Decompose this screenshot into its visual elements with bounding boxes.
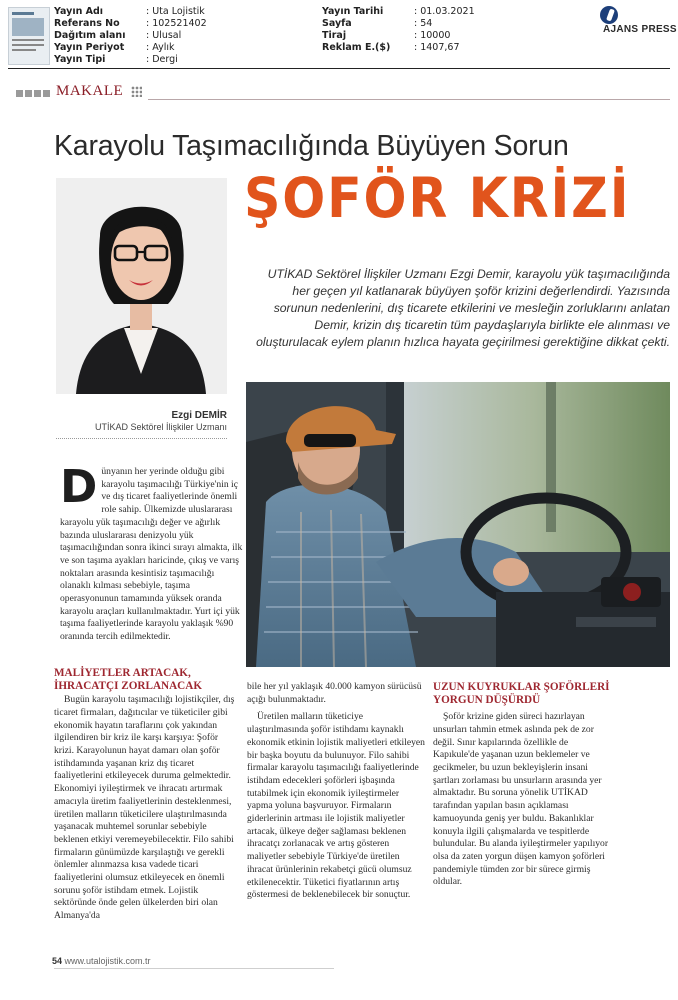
article-intro bbox=[60, 460, 244, 660]
footer-site: www.utalojistik.com.tr bbox=[64, 956, 151, 966]
meta-value: : Aylık bbox=[146, 42, 175, 53]
meta-value: : Ulusal bbox=[146, 30, 182, 41]
ajans-press-logo-text: AJANS PRESS bbox=[603, 24, 677, 35]
column-1 bbox=[54, 667, 240, 923]
author-role: UTİKAD Sektörel İlişkiler Uzmanı bbox=[94, 422, 227, 432]
meta-value: : 01.03.2021 bbox=[414, 6, 475, 17]
intro-text: ünyanın her yerinde olduğu gibi karayolu taşımacılığı Türkiye'nin iç ve dış ticaret faaliyetlerinde önemli role sahip. Ülkemizde uluslararası karayolu yük taşımacılığı değer ve ağırlık bazında uluslararası denizyolu yük taşımacılığından sonra ikinci sırayı almakta, ilk ve son taşıma ayakları haricinde, çıkış ve varış noktaları arasında kesintisiz taşımacılığı olanaklı kılması sebebiyle, taşıma operasyonunun tamamında yüksek oranda karayolu araçları kullanılmaktadır. Yurt içi yük taşıma faaliyetlerinde karayolu yaklaşık %90 oranında tercih edilmektedir. bbox=[60, 466, 243, 643]
dot-grid-icon bbox=[131, 86, 142, 97]
author-portrait-image bbox=[56, 178, 227, 394]
meta-value: : 1407,67 bbox=[414, 42, 460, 53]
section-square-icon bbox=[16, 90, 23, 97]
paragraph: bile her yıl yaklaşık 40.000 kamyon sürücüsü açığı bulunmaktadır. bbox=[247, 681, 422, 705]
article-title: ŞOFÖR KRİZİ bbox=[244, 166, 631, 230]
meta-value: : Dergi bbox=[146, 54, 178, 65]
meta-label: Sayfa bbox=[322, 18, 352, 29]
meta-label: Yayın Tipi bbox=[54, 54, 106, 65]
meta-label: Yayın Adı bbox=[54, 6, 104, 17]
section-square-icon bbox=[34, 90, 41, 97]
meta-label: Dağıtım alanı bbox=[54, 30, 126, 41]
column-3 bbox=[433, 681, 611, 889]
section-label: MAKALE bbox=[56, 83, 124, 99]
meta-value: : 10000 bbox=[414, 30, 451, 41]
meta-value: : Uta Lojistik bbox=[146, 6, 205, 17]
caption-divider bbox=[56, 438, 227, 441]
truck-driver-photo bbox=[246, 382, 670, 667]
author-name: Ezgi DEMİR bbox=[171, 410, 227, 421]
meta-label: Referans No bbox=[54, 18, 120, 29]
meta-right bbox=[322, 6, 572, 56]
footer-rule bbox=[54, 968, 334, 969]
ajans-press-logo-icon bbox=[600, 6, 618, 24]
subheading: UZUN KUYRUKLAR ŞOFÖRLERİ YORGUN DÜŞÜRDÜ bbox=[433, 681, 610, 706]
article-lead: UTİKAD Sektörel İlişkiler Uzmanı Ezgi Demir, karayolu yük taşımacılığında her geçen yıl katlanarak büyüyen şoför krizini değerlendirdi. Yazısında sorunun nedenlerini, dış ticarete etkilerini ve mesleğin zorluklarını anlatan Demir, krizin dış ticaretin tüm paydaşlarıyla birlikte ele alınması ve oluşturulacak eylem planın hızlıca hayata geçirilmesi gerektiğine dikkat çekti. bbox=[256, 267, 670, 349]
meta-label: Yayın Tarihi bbox=[322, 6, 384, 17]
section-rule bbox=[148, 99, 670, 100]
meta-label: Yayın Periyot bbox=[54, 42, 125, 53]
column-2 bbox=[247, 681, 425, 902]
dropcap: D bbox=[60, 460, 98, 513]
meta-label: Reklam E.($) bbox=[322, 42, 391, 53]
paragraph: Üretilen malların tüketiciye ulaştırılmasında şoför istihdamı kaynaklı ekonomik etkinin lojistik maliyetleri etkileyen bir başka boyutu da bulunuyor. Filo sahibi firmalar karayolu taşımacılığı faaliyetlerinde istihdam edecekleri şoförleri işbaşında tutabilmek için ekonomik iyileştirmeler yapma yoluna başvuruyor. Firmaların giderlerinin artması ile lojistik maliyetler artacak, ülkeye değer sağlaması beklenen ihracatçı zorlanacak ve artış gösteren maliyetler sebebiyle Türkiye'de üretilen ihracat ürünlerinin rekabetçi gücü olumsuz etkilenecektir. Tüketici fiyatlarının artış göstermesi de beklenebilecek bir sonuçtur. bbox=[247, 711, 425, 901]
page-number: 54 bbox=[52, 956, 63, 966]
page-footer bbox=[52, 956, 151, 966]
article-headline: Karayolu Taşımacılığında Büyüyen Sorun bbox=[54, 130, 569, 162]
meta-label: Tiraj bbox=[322, 30, 347, 41]
meta-left bbox=[54, 6, 304, 68]
section-square-icon bbox=[43, 90, 50, 97]
section-square-icon bbox=[25, 90, 32, 97]
paragraph: Şoför krizine giden süreci hazırlayan unsurları tahmin etmek aslında pek de zor değil. Sınır kapılarında özellikle de Kapıkule'de yaşanan uzun beklemeler ve gecikmeler, bu uzun bekleyişlerin insani şartları zorlaması bu unsurların arasında yer almaktadır. Bu soruna yönelik UTİKAD tarafından yapılan basın açıklaması kamuoyunda geniş yer buldu. Bakanlıklar konuyla ilgili çalışmalarda ve tespitlerde bulundular. Bu alanda iyileştirmeler yapılıyor olsa da zaten yorgun düşen kamyon şoförleri pandemiyle tümden zor bir sürece girmiş oldular. bbox=[433, 711, 609, 888]
subheading: MALİYETLER ARTACAK, İHRACATÇI ZORLANACAK bbox=[54, 667, 203, 692]
meta-value: : 54 bbox=[414, 18, 433, 29]
header-divider bbox=[8, 68, 670, 69]
paragraph: Bugün karayolu taşımacılığı lojistikçiler, dış ticaret firmaları, dağıtıcılar ve tüketiciler gibi ekonomik hayatın taraflarını çok yakından ilgilendiren bir kriz ile karşı karşıya: Şoför krizi. Karayolunun hayat damarı olan şoför istihdamında yaşanan kriz dış ticaret faaliyetlerini etkileyecek duruma gelmektedir. Ekonomiyi iyileştirmek ve ihracatı artırmak amacıyla üretim faaliyetlerinin desteklenmesi, üretilen malların tüketicilere ulaştırılmasında yaşanacak muhtemel sorunlar sebebiyle beklenen etkiyi veremeyebilecektir. Filo sahibi firmaların günümüzde karşılaştığı ve gerekli önlemler alınmazsa kısa vadede ticari faaliyetlerini olumsuz etkileyecek en önemli sorunu şoför istihdam etmek. Lojistik sektöründe önde gelen ülkelerden biri olan Almanya'da bbox=[54, 694, 235, 922]
meta-value: : 102521402 bbox=[146, 18, 207, 29]
publication-thumbnail bbox=[8, 7, 50, 65]
